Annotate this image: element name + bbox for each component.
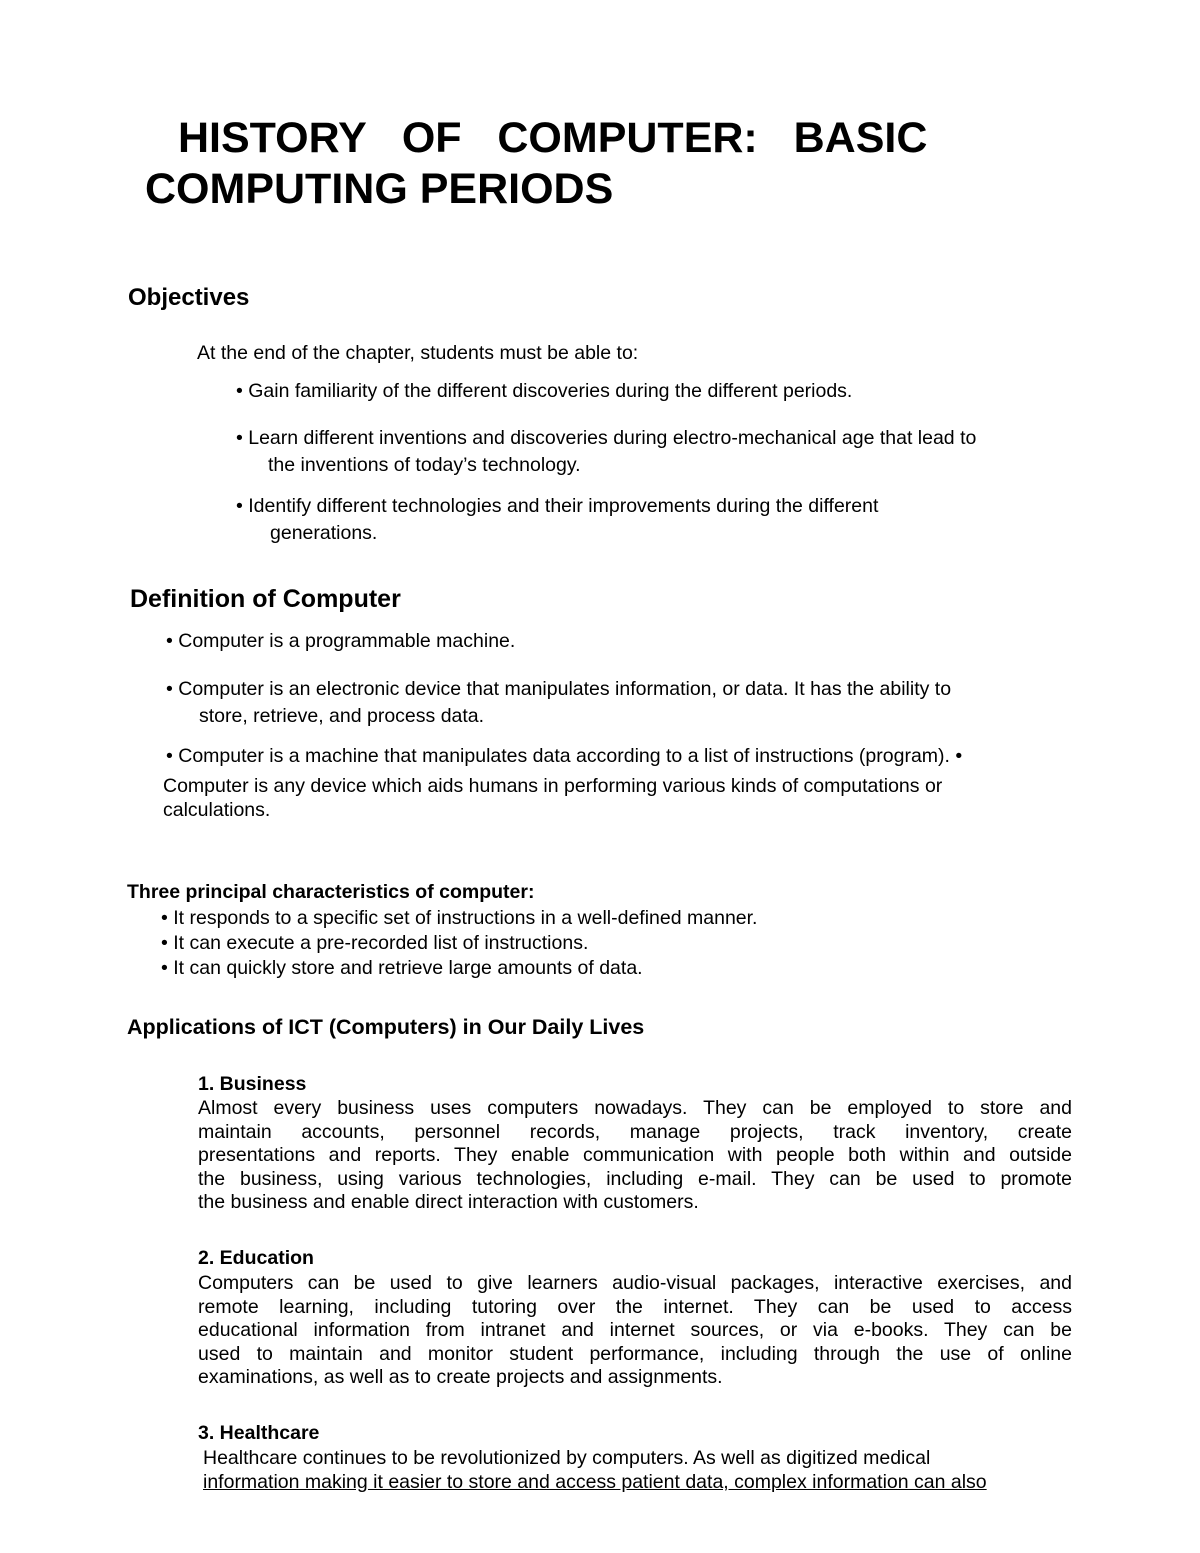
page-title-line-2: COMPUTING PERIODS (145, 165, 614, 213)
objectives-item-2-cont: the inventions of today’s technology. (268, 454, 581, 476)
healthcare-line-1: Healthcare continues to be revolutionized by computers. As well as digitized medical (203, 1447, 931, 1469)
education-paragraph (198, 1272, 1072, 1390)
definition-item-4: Computer is any device which aids humans in performing various kinds of computations or (163, 775, 943, 797)
objectives-heading: Objectives (128, 284, 250, 311)
business-line-2: maintain accounts, personnel records, manage projects, track inventory, create (198, 1120, 1072, 1143)
characteristics-item-2: • It can execute a pre-recorded list of instructions. (161, 932, 589, 954)
business-line-3: presentations and reports. They enable communication with people both within and outside (198, 1144, 1072, 1166)
characteristics-heading: Three principal characteristics of computer: (127, 881, 535, 903)
definition-heading: Definition of Computer (130, 585, 401, 613)
objectives-intro: At the end of the chapter, students must be able to: (197, 342, 639, 364)
education-line-5: examinations, as well as to create projects and assignments. (198, 1366, 723, 1388)
characteristics-item-3: • It can quickly store and retrieve large amounts of data. (161, 957, 643, 979)
education-title: 2. Education (198, 1247, 314, 1269)
definition-item-1: • Computer is a programmable machine. (166, 630, 516, 652)
definition-item-2: • Computer is an electronic device that manipulates information, or data. It has the ability to (166, 678, 952, 700)
education-line-1: Computers can be used to give learners audio-visual packages, interactive exercises, and (198, 1272, 1072, 1294)
definition-item-4-cont: calculations. (163, 799, 271, 821)
characteristics-item-1: • It responds to a specific set of instructions in a well-defined manner. (161, 907, 758, 929)
objectives-item-1: • Gain familiarity of the different discoveries during the different periods. (236, 380, 853, 402)
business-line-4: the business, using various technologies, including e-mail. They can be used to promote (198, 1167, 1072, 1190)
objectives-item-3: • Identify different technologies and their improvements during the different (236, 495, 879, 517)
healthcare-line-2: information making it easier to store and access patient data, complex information can also (203, 1471, 987, 1493)
business-line-5: the business and enable direct interaction with customers. (198, 1191, 699, 1213)
objectives-item-2: • Learn different inventions and discoveries during electro-mechanical age that lead to (236, 427, 977, 449)
definition-item-3: • Computer is a machine that manipulates data according to a list of instructions (program). • (166, 745, 963, 767)
applications-heading: Applications of ICT (Computers) in Our Daily Lives (127, 1015, 645, 1039)
business-title: 1. Business (198, 1073, 307, 1095)
page-title-line-1: HISTORY OF COMPUTER: BASIC (178, 114, 928, 162)
business-line-1: Almost every business uses computers nowadays. They can be employed to store and (198, 1097, 1072, 1119)
education-line-3: educational information from intranet and internet sources, or via e-books. They can be (198, 1319, 1072, 1341)
education-line-2: remote learning, including tutoring over the internet. They can be used to access (198, 1295, 1072, 1318)
education-line-4: used to maintain and monitor student performance, including through the use of online (198, 1342, 1072, 1365)
objectives-item-3-cont: generations. (270, 522, 378, 544)
healthcare-title: 3. Healthcare (198, 1422, 320, 1444)
business-paragraph (198, 1097, 1072, 1215)
definition-item-2-cont: store, retrieve, and process data. (199, 705, 485, 727)
